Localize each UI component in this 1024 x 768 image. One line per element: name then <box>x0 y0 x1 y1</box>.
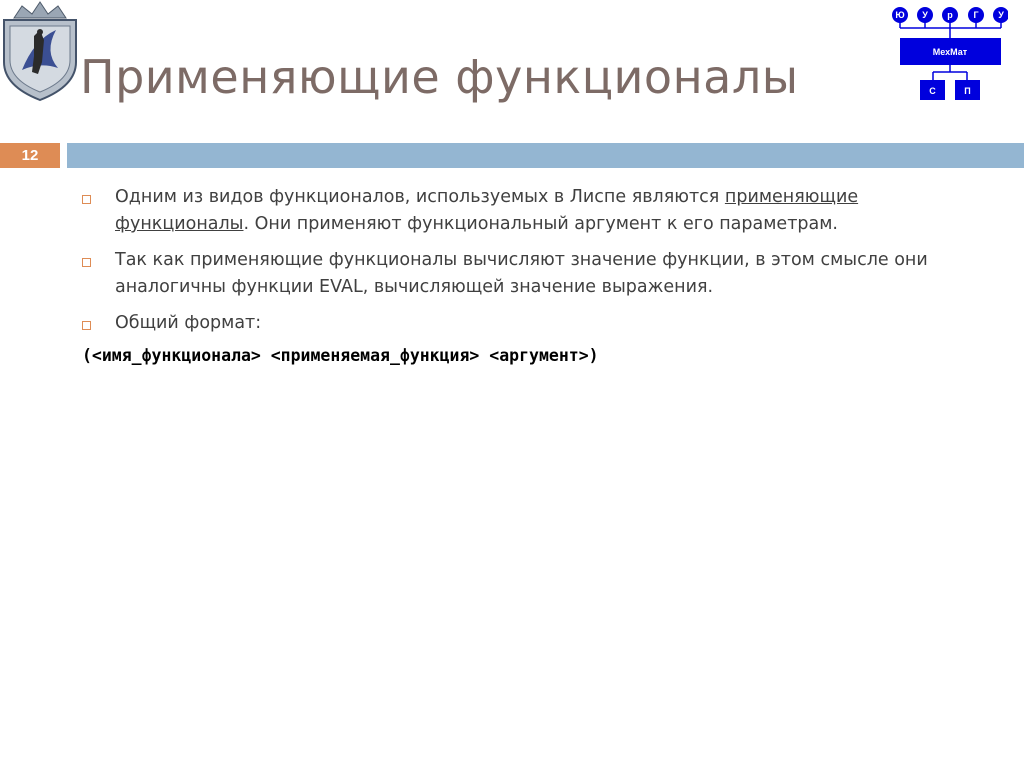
diagram-label-1: Ю <box>895 10 905 20</box>
diagram-label-4: Г <box>973 10 979 20</box>
bullet-square-icon <box>82 195 91 204</box>
bullet-item: Так как применяющие функционалы вычисляют значение функции, в этом смысле они аналогичны функции EVAL, вычисляющей значение выражения. <box>78 247 988 301</box>
diagram-label-5: У <box>998 10 1004 20</box>
code-format-line: (<имя_функционала> <применяемая_функция> <аргумент>) <box>82 346 599 365</box>
diagram-label-mehmat: МехМат <box>932 47 968 57</box>
underlined-term: применяющие функционалы <box>115 187 859 234</box>
diagram-label-p: П <box>964 86 971 96</box>
faculty-structure-diagram <box>888 6 1008 106</box>
slide-content <box>78 184 988 369</box>
bullet-item: Одним из видов функционалов, используемых в Лиспе являются применяющие функционалы. Они применяют функциональный аргумент к его параметрам. <box>78 184 988 238</box>
bullet-square-icon <box>82 258 91 267</box>
bullet-item: Общий формат: <box>78 310 988 337</box>
diagram-label-3: р <box>947 10 953 20</box>
bullet-square-icon <box>82 321 91 330</box>
university-crest-logo <box>0 0 80 104</box>
diagram-label-s: С <box>929 86 936 96</box>
slide-number: 12 <box>0 143 60 168</box>
header-bar <box>67 143 1024 168</box>
slide-title: Применяющие функционалы <box>80 50 799 104</box>
diagram-label-2: У <box>922 10 928 20</box>
